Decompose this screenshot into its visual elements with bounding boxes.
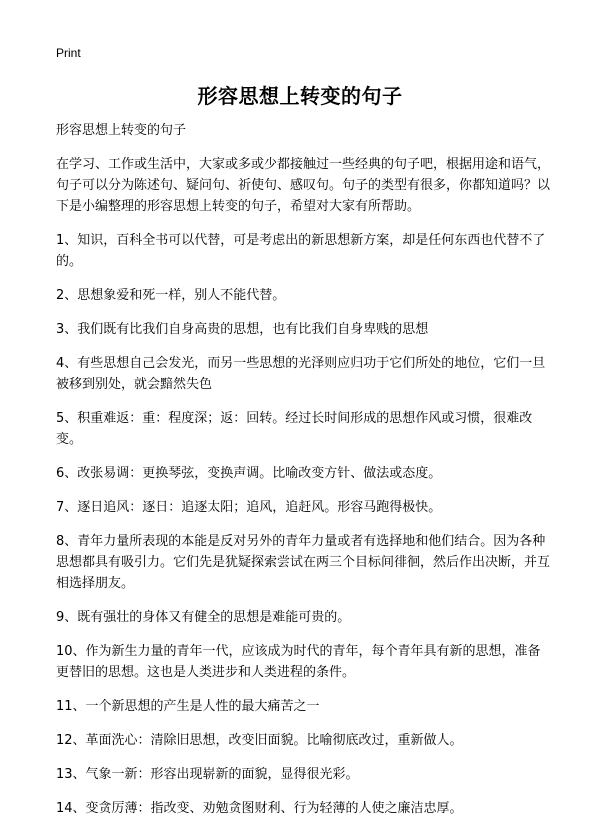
- list-item: 7、逐日追风：逐日：追逐太阳；追风，追赶风。形容马跑得极快。: [56, 500, 442, 515]
- list-item: 8、青年力量所表现的本能是反对另外的青年力量或者有选择地和他们结合。因为各种思想都具有吸引力。它们先是犹疑探索尝试在两三个目标间徘徊，然后作出决断，并互相选择朋友。: [56, 534, 551, 591]
- list-item: 2、思想象爱和死一样，别人不能代替。: [56, 288, 286, 303]
- list-item: 4、有些思想自己会发光，而另一些思想的光泽则应归功于它们所处的地位，它们一旦被移到别处，就会黯然失色: [56, 356, 546, 392]
- list-item: 5、积重难返：重：程度深；返：回转。经过长时间形成的思想作风或习惯，很难改变。: [56, 411, 533, 447]
- list-item: 3、我们既有比我们自身高贵的思想，也有比我们自身卑贱的思想: [56, 322, 429, 337]
- list-item: 1、知识，百科全书可以代替，可是考虑出的新思想新方案，却是任何东西也代替不了的。: [56, 233, 546, 269]
- list-item: 11、一个新思想的产生是人性的最大痛苦之一: [56, 699, 320, 714]
- page-title: 形容思想上转变的句子: [197, 84, 403, 108]
- article-intro: 在学习、工作或生活中，大家或多或少都接触过一些经典的句子吧，根据用途和语气，句子可以分为陈述句、疑问句、祈使句、感叹句。句子的类型有很多，你都知道吗？以下是小编整理的形容思想上转变的句子，希望对大家有所帮助。: [56, 157, 551, 214]
- list-item: 10、作为新生力量的青年一代，应该成为时代的青年，每个青年具有新的思想，准备更替旧的思想。这也是人类进步和人类进程的条件。: [56, 644, 541, 680]
- article-body: [56, 120, 550, 832]
- list-item: 6、改张易调：更换琴弦，变换声调。比喻改变方针、做法或态度。: [56, 466, 442, 481]
- list-item: 13、气象一新：形容出现崭新的面貌，显得很光彩。: [56, 767, 359, 782]
- list-item: 14、变贪厉薄：指改变、劝勉贪图财利、行为轻薄的人使之廉洁忠厚。: [56, 801, 463, 816]
- article-subtitle: 形容思想上转变的句子: [56, 123, 187, 138]
- list-item: 9、既有强壮的身体又有健全的思想是难能可贵的。: [56, 610, 351, 625]
- sentence-list: [56, 230, 550, 819]
- list-item: 12、革面洗心：清除旧思想，改变旧面貌。比喻彻底改过，重新做人。: [56, 733, 463, 748]
- print-link[interactable]: Print: [56, 46, 81, 60]
